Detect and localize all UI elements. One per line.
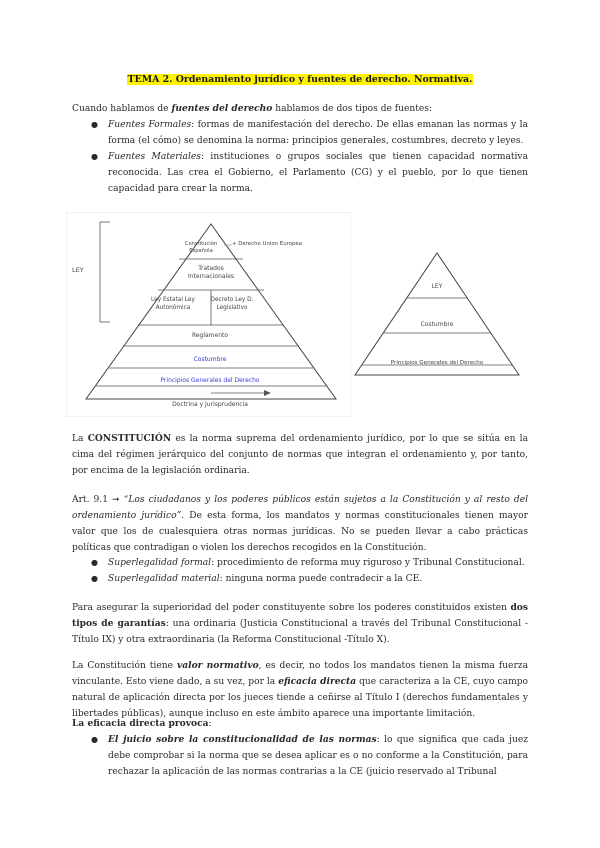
level-tratados: Tratados Internacionales <box>187 265 235 280</box>
list-item-juicio: El juicio sobre la constitucionalidad de las normas: lo que significa que cada juez debe comprobar si la norma que se desea aplicar es o no conforme a la Constitución, para rechazar la aplicación de las normas contrarias a la CE (juicio reservado al Tribunal <box>108 734 528 777</box>
document-title: TEMA 2. Ordenamiento jurídico y fuentes de derecho. Normativa. <box>127 74 473 85</box>
level-ley-estatal: Ley Estatal Ley Autonómica <box>151 297 195 311</box>
valor-normativo-paragraph: La Constitución tiene valor normativo, es decir, no todos los mandatos tienen la misma fuerza vinculante. Esto viene dado, a su vez, por la eficacia directa que caracteriza a la CE, cuyo campo natural de aplicación directa por los jueces tiende a ceñirse al Título I (derechos fundamentales y libertades públicas), aunque incluso en este ámbito aparece una importante limitación. <box>72 660 528 719</box>
level-reglamento: Reglamento <box>191 332 229 339</box>
bullet-icon: ● <box>91 152 98 161</box>
bullet-icon: ● <box>91 120 98 129</box>
list-item-fuentes-formales: Fuentes Formales: formas de manifestación del derecho. De ellas emanan las normas y la forma (el cómo) se denomina la norma: principios generales, costumbres, decreto y leyes. <box>108 120 528 146</box>
right-level-costumbre: Costumbre <box>420 321 454 328</box>
constitucion-paragraph: La CONSTITUCIÓN es la norma suprema del ordenamiento jurídico, por lo que se sitúa en la cima del régimen jerárquico del conjunto de normas que integran el ordenamiento y, por tanto, por encima de la legislación ordinaria. <box>72 433 528 476</box>
ley-side-label: LEY <box>72 266 84 274</box>
right-level-ley: LEY <box>431 283 443 290</box>
right-level-principios: Principios Generales del Derecho <box>390 360 484 366</box>
list-item-superlegalidad-formal: Superlegalidad formal: procedimiento de reforma muy riguroso y Tribunal Constitucional. <box>108 558 525 568</box>
level-costumbre: Costumbre <box>193 356 227 363</box>
bullet-icon: ● <box>91 558 98 567</box>
garantias-paragraph: Para asegurar la superioridad del poder constituyente sobre los poderes constituidos existen dos tipos de garantías: una ordinaria (Justicia Constitucional a través del Tribunal Constitucional -Título IX) y otra extraordinaria (la Reforma Constitucional -Título X). <box>72 602 529 645</box>
eu-law-note: + Derecho Union Europea <box>232 241 303 247</box>
level-decreto-ley: Decreto Ley D. Legislativo <box>210 297 254 311</box>
intro-paragraph: Cuando hablamos de fuentes del derecho hablamos de dos tipos de fuentes: <box>72 103 433 114</box>
bullet-icon: ● <box>91 574 98 583</box>
level-constitucion: Constitución Española <box>184 241 218 254</box>
art91-paragraph: Art. 9.1 ➞ “Los ciudadanos y los poderes públicos están sujetos a la Constitución y al resto del ordenamiento jurídico”. De esta forma, los mandatos y normas constitucionales tienen mayor valor que los de cualesquiera otras normas jurídicas. No se pueden llevar a cabo prácticas políticas que contradigan o violen los derechos recogidos en la Constitución. <box>72 495 529 553</box>
list-item-superlegalidad-material: Superlegalidad material: ninguna norma puede contradecir a la CE. <box>108 574 423 584</box>
bullet-icon: ● <box>91 735 98 744</box>
list-item-fuentes-materiales: Fuentes Materiales: instituciones o grupos sociales que tienen capacidad normativa reconocida. Las crea el Gobierno, el Parlamento (CG) y el pueblo, por lo que tienen capacidad para crear la norma. <box>108 152 528 194</box>
level-principios: Principios Generales del Derecho <box>160 377 260 384</box>
eficacia-heading: La eficacia directa provoca: <box>72 718 212 729</box>
level-doctrina: Doctrina y Jurisprudencia <box>172 401 248 408</box>
